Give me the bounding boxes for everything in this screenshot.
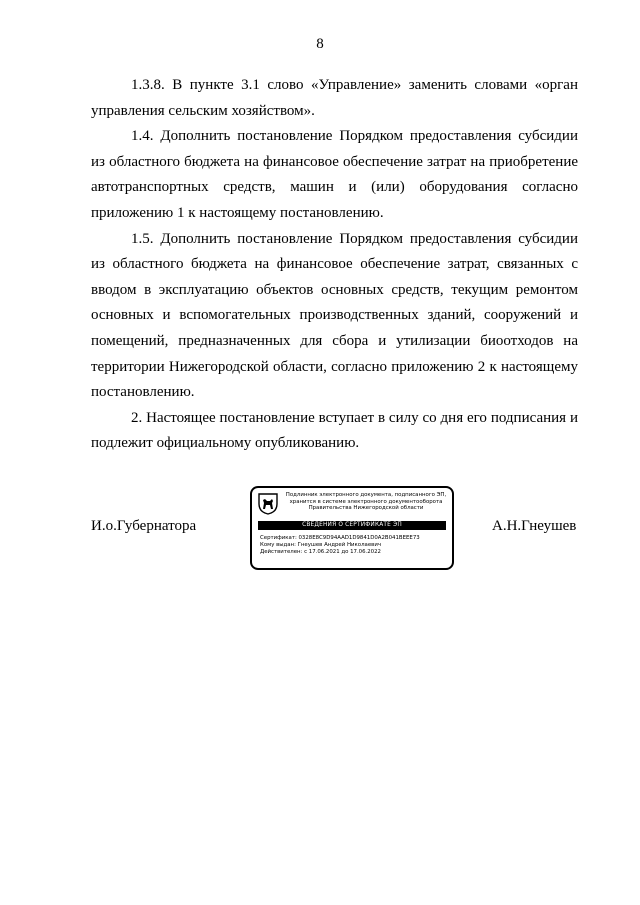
stamp-certificate-number: Сертификат: 0328E8C9D94AAD1D9841D0A2B041BEEE73 (260, 535, 420, 541)
coat-of-arms-icon (258, 493, 278, 515)
stamp-certificate-band: СВЕДЕНИЯ О СЕРТИФИКАТЕ ЭП (258, 521, 446, 530)
paragraph-1-5: 1.5. Дополнить постановление Порядком предоставления субсидии из областного бюджета на финансовое обеспечение затрат, связанных с вводом в эксплуатацию объектов основных средств, текущим ремонтом основных и вспомогательных производственных зданий, сооружений и помещений, предназначенных для сбора и утилизации биоотходов на территории Нижегородской области, согласно приложению 2 к настоящему постановлению. (91, 230, 578, 401)
stamp-validity: Действителен: с 17.06.2021 до 17.06.2022 (260, 548, 381, 555)
paragraph-1-4: 1.4. Дополнить постановление Порядком предоставления субсидии из областного бюджета на финансовое обеспечение затрат на приобретение автотранспортных средств, машин и (или) оборудования согласно приложению 1 к настоящему постановлению. (91, 128, 578, 221)
stamp-header-line: Подлинник электронного документа, подписанного ЭП, (285, 492, 447, 498)
stamp-header-line: Правительства Нижегородской области (308, 505, 424, 512)
stamp-header-line: хранится в системе электронного документооборота (289, 498, 443, 505)
stamp-issued-to: Кому выдан: Гнеушев Андрей Николаевич (260, 541, 382, 548)
document-body (91, 73, 578, 457)
electronic-signature-stamp (250, 486, 454, 570)
stamp-details (260, 535, 450, 555)
paragraph-1-3-8: 1.3.8. В пункте 3.1 слово «Управление» заменить словами «орган управления сельским хозяйством». (91, 77, 578, 119)
signatory-position: И.о.Губернатора (91, 518, 197, 534)
page-number: 8 (316, 36, 324, 52)
stamp-header (282, 492, 450, 512)
paragraph-2: 2. Настоящее постановление вступает в силу со дня его подписания и подлежит официальному опубликованию. (91, 409, 578, 452)
signatory-name: А.Н.Гнеушев (492, 518, 577, 534)
